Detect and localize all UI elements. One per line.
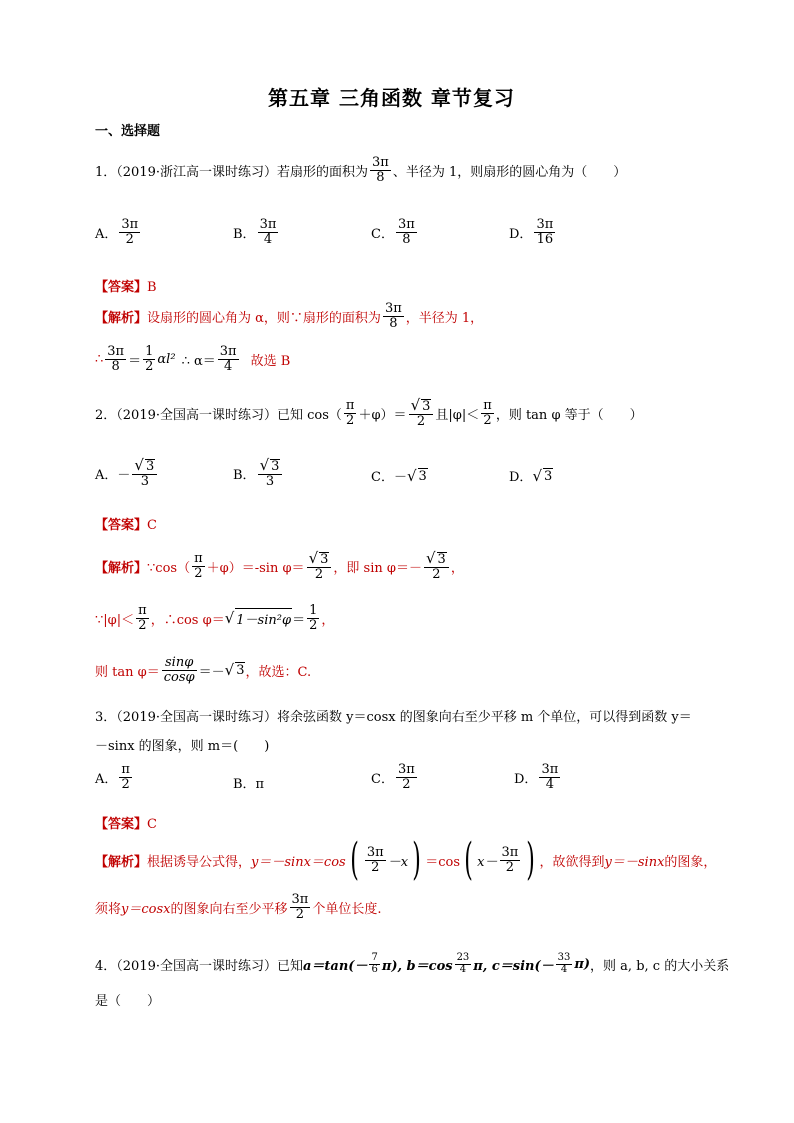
q2-analysis: 【解析】 ∵cos（ $\frac{\pi}{2}$ ＋φ）＝-sin φ＝ $\frac{√ 3}{2}$ ，即 sin φ＝－ $\frac{√ 3}{2}$ ， xyxy=(95,549,464,582)
q3-option-c: C． $\frac{3\pi}{2}$ xyxy=(371,762,415,792)
question-4-stem-line-2: 是（ ） xyxy=(95,994,161,1009)
q1-option-c: C． $\frac{3\pi}{8}$ xyxy=(371,217,415,247)
question-4-stem: 4．（2019·全国高一课时练习）已知 a＝tan(－ $\frac{7}{6}$ π), b＝cos $\frac{23}{4}$ π, c＝sin(－ $\frac{33}{4}$ π) ，则 a, b, c 的大小关系 xyxy=(95,952,730,975)
q1-analysis-line-2: ∴ $\frac{3\pi}{8}$ ＝ $\frac{1}{2}$ αl² ∴ α＝ $\frac{3\pi}{4}$ 故选 B xyxy=(95,344,291,374)
q3-option-a: A． $\frac{\pi}{2}$ xyxy=(95,762,130,792)
question-3-stem-line-1: 3．（2019·全国高一课时练习）将余弦函数 y＝cosx 的图象向右至少平移 m 个单位，可以得到函数 y＝ xyxy=(95,710,692,725)
q1-option-a: A． $\frac{3\pi}{2}$ xyxy=(95,217,139,247)
q3-option-b: B．π xyxy=(233,777,265,792)
q2-option-d: D． √ 3 xyxy=(509,466,553,485)
q3-analysis-line-2: 须将 y＝cosx 的图象向右至少平移 $\frac{3\pi}{2}$ 个单位长度. xyxy=(95,892,382,922)
q3-analysis: 【解析】 根据诱导公式得， y＝－sinx＝cos ( $\frac{3\pi}{2}$ －x ) ＝cos ( x－ $\frac{3\pi}{2}$ ) ，故欲得到 y＝－sinx 的图象， xyxy=(95,834,717,885)
question-3-stem-line-2: －sinx 的图象，则 m＝( ) xyxy=(95,739,270,754)
question-2-stem: 2．（2019·全国高一课时练习）已知 cos（ $\frac{\pi}{2}$ ＋φ）＝ $\frac{√ 3}{2}$ 且|φ|＜ $\frac{\pi}{2}$ ，则 tan φ 等于（ ） xyxy=(95,396,643,429)
q3-answer: 【答案】C xyxy=(95,817,157,832)
q1-option-d: D． $\frac{3\pi}{16}$ xyxy=(509,217,554,247)
q1-analysis: 【解析】 设扇形的圆心角为 α，则∵扇形的面积为 $\frac{3\pi}{8}$ ，半径为 1， xyxy=(95,301,484,331)
q2-analysis-line-2: ∵|φ|＜ $\frac{\pi}{2}$ ，∴cos φ＝ √ 1－sin²φ ＝ $\frac{1}{2}$ ， xyxy=(95,603,335,633)
q3-option-d: D． $\frac{3\pi}{4}$ xyxy=(514,762,559,792)
question-1-stem xyxy=(95,156,626,184)
q2-analysis-line-3: 则 tan φ＝ $\frac{\sin\varphi}{\cos\varphi}$ ＝－ √ 3 ，故选：C. xyxy=(95,655,312,685)
q2-option-b: B． $\frac{√ 3}{3}$ xyxy=(233,458,284,488)
q2-option-c: C． － √ 3 xyxy=(371,466,427,485)
q1-stem-text-a: 1．（2019·浙江高一课时练习）若扇形的面积为 xyxy=(95,164,368,180)
q2-option-a: A． － $\frac{√ 3}{3}$ xyxy=(95,458,159,488)
q1-option-b: B． $\frac{3\pi}{4}$ xyxy=(233,217,277,247)
q2-answer: 【答案】C xyxy=(95,518,157,533)
q1-answer: 【答案】B xyxy=(95,280,157,295)
page-title: 第五章 三角函数 章节复习 xyxy=(268,86,515,110)
q1-area-fraction: $\frac{3\pi}{8}$ xyxy=(372,155,389,185)
section-label: 一、选择题 xyxy=(95,124,161,139)
q1-stem-text-b: 、半径为 1，则扇形的圆心角为（ ） xyxy=(392,164,627,180)
